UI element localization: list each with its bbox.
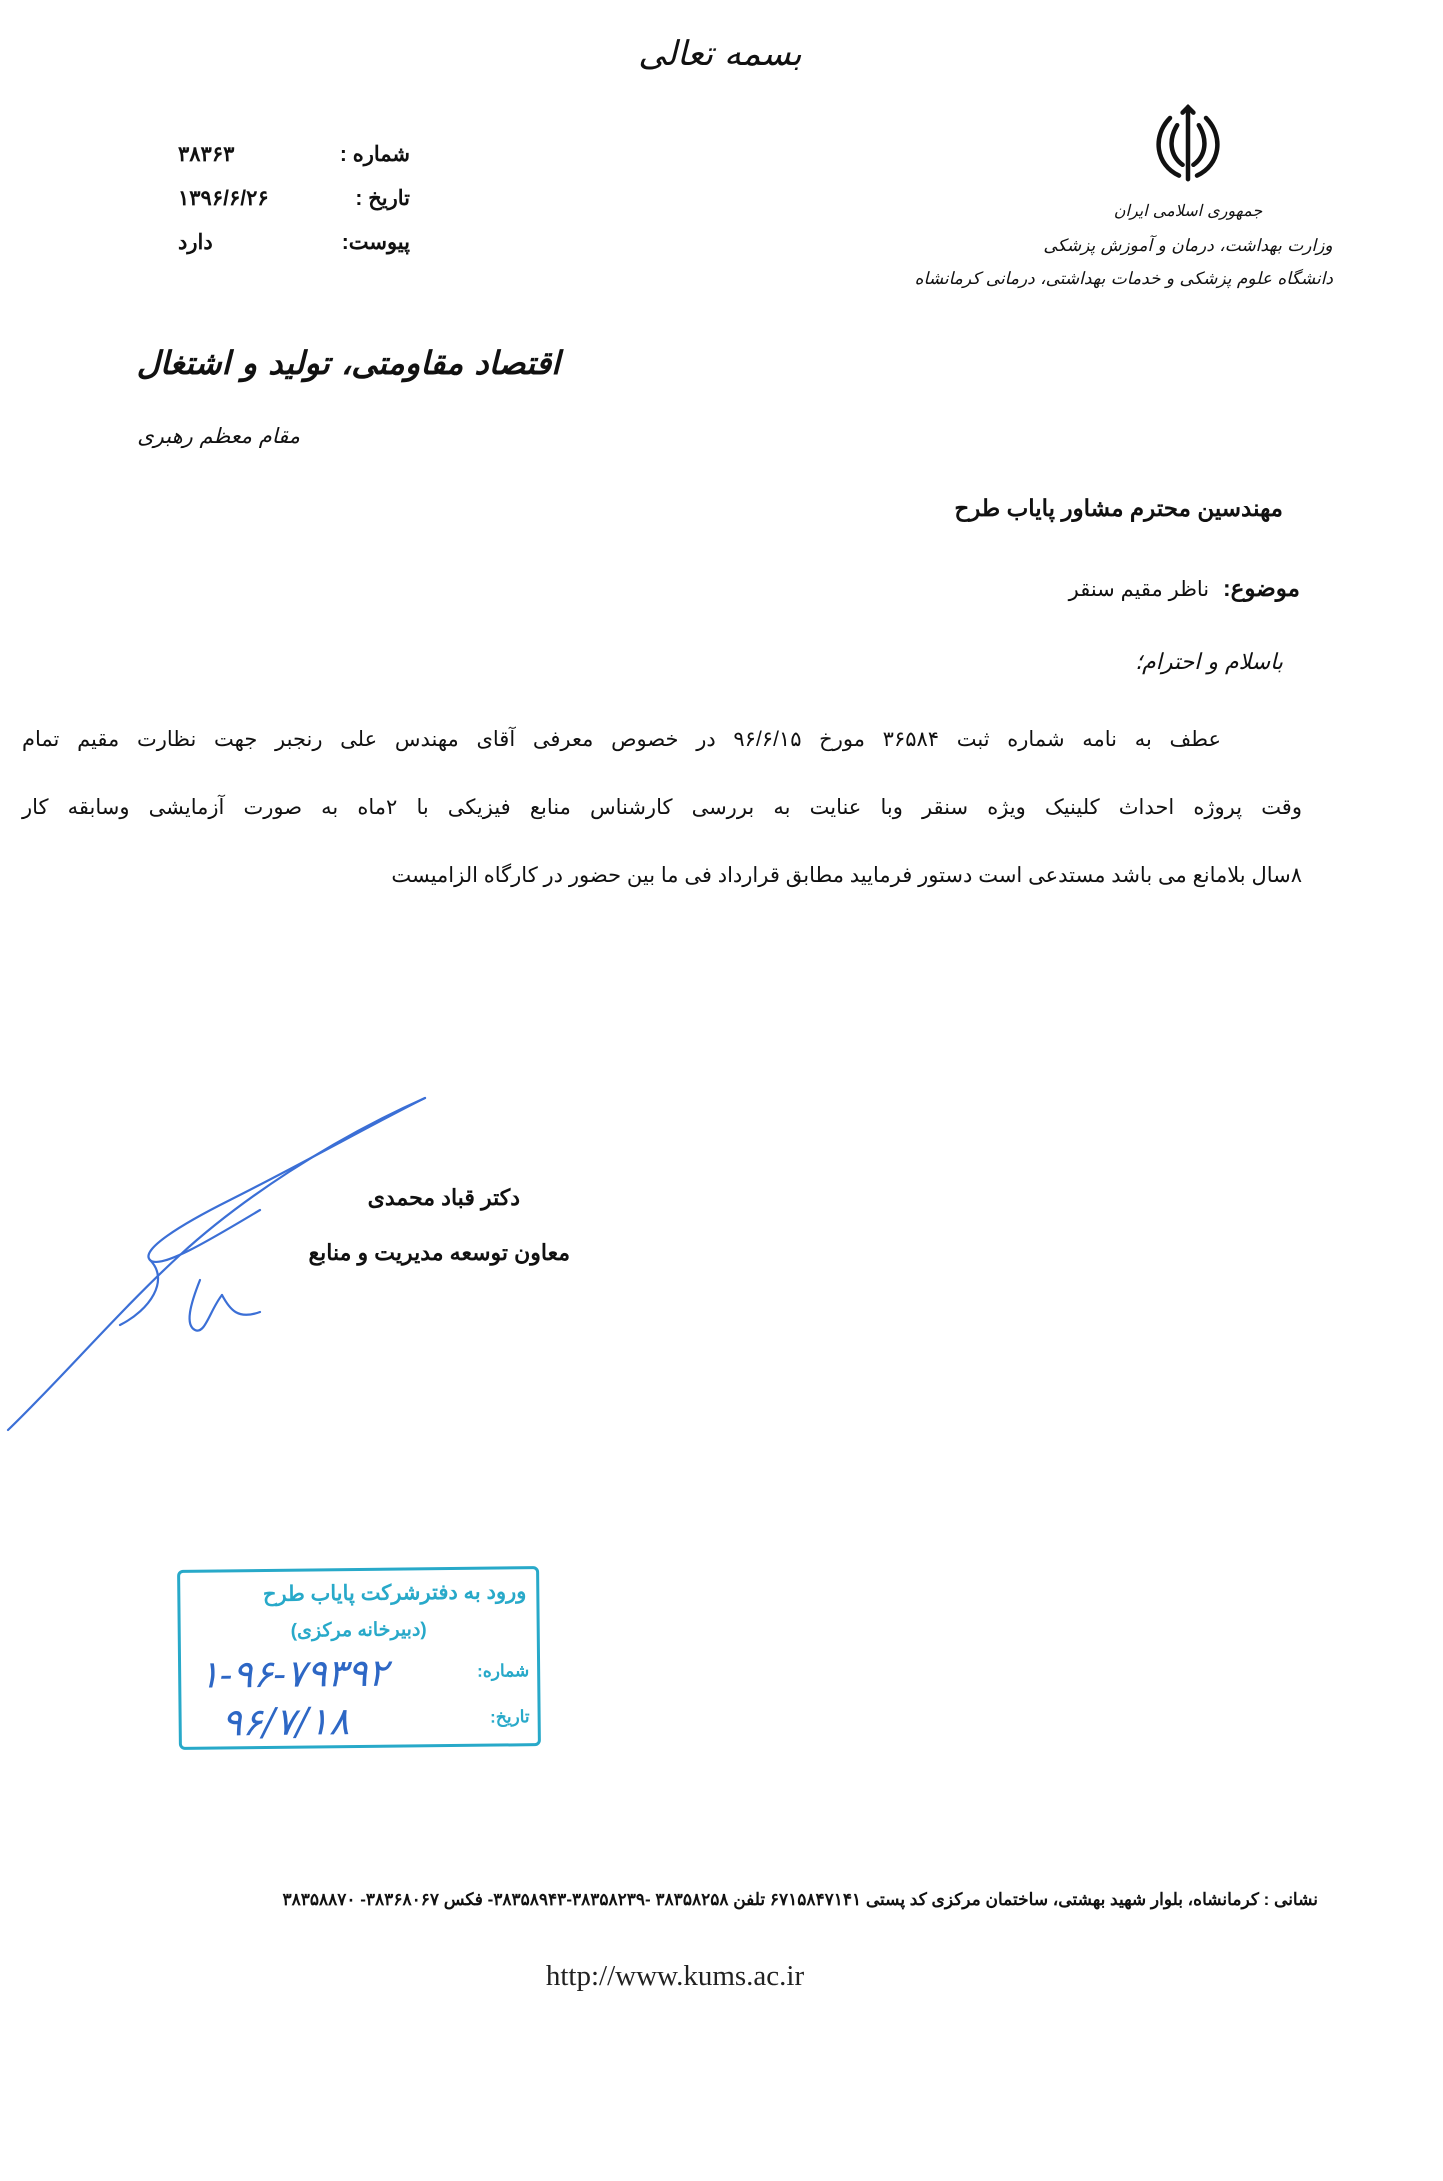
slogan-attribution: مقام معظم رهبری <box>137 424 300 448</box>
meta-date-row <box>170 176 410 220</box>
subject-line <box>700 575 1300 602</box>
signatory-name: دکتر قباد محمدی <box>367 1185 520 1210</box>
meta-attachment-value: دارد <box>178 230 213 254</box>
meta-attachment-label: پیوست: <box>341 230 410 254</box>
stamp-number-label: شماره: <box>477 1661 530 1681</box>
stamp-title: ورود به دفترشرکت پایاب طرح <box>262 1580 527 1607</box>
slogan: اقتصاد مقاومتی، تولید و اشتغال <box>136 344 560 382</box>
addressee: مهندسین محترم مشاور پایاب طرح <box>954 495 1283 521</box>
meta-date-label: تاریخ : <box>355 186 410 210</box>
handwritten-signature <box>0 1080 460 1460</box>
body-line: عطف به نامه شماره ثبت ۳۶۵۸۴ مورخ ۹۶/۶/۱۵ در خصوص معرفی آقای مهندس علی رنجبر جهت نظارت مقیم تمام <box>22 728 1221 751</box>
body-line: ۸سال بلامانع می باشد مستدعی است دستور فرمایید مطابق قرارداد فی ما بین حضور در کارگاه الزامیست <box>391 864 1302 887</box>
meta-number-value: ۳۸۳۶۳ <box>178 142 235 166</box>
subject-value: ناظر مقیم سنقر <box>1068 578 1210 601</box>
iran-emblem-icon <box>1143 100 1233 190</box>
meta-date-value: ۱۳۹۶/۶/۲۶ <box>178 186 269 210</box>
meta-attachment-row <box>170 220 410 264</box>
subject-label: موضوع: <box>1223 575 1300 601</box>
ministry-line-country: جمهوری اسلامی ایران <box>1113 201 1263 220</box>
ministry-header <box>914 100 1333 295</box>
stamp-subtitle: (دبیرخانه مرکزی) <box>290 1619 427 1642</box>
signatory-title: معاون توسعه مدیریت و منابع <box>308 1240 570 1265</box>
letter-meta <box>170 132 410 264</box>
footer-address: نشانی : کرمانشاه، بلوار شهید بهشتی، ساختمان مرکزی کد پستی ۶۷۱۵۸۴۷۱۴۱ تلفن ۳۸۳۵۸۲۵۸ -۳۸۳۵۸۲۳۹-۳۸۳۵۸۹۴۳- فکس ۳۸۳۶۸۰۶۷- ۳۸۳۵۸۸۷۰ <box>282 1890 1318 1909</box>
receipt-stamp <box>177 1566 541 1750</box>
footer-url[interactable]: http://www.kums.ac.ir <box>545 1960 805 1992</box>
stamp-date-label: تاریخ: <box>490 1707 530 1727</box>
stamp-number-value: ۱-۹۶-۷۹۳۹۲ <box>198 1650 389 1697</box>
greeting: باسلام و احترام؛ <box>1135 650 1283 675</box>
meta-number-row <box>170 132 410 176</box>
stamp-date-value: ۹۶/۷/۱۸ <box>221 1699 350 1745</box>
ministry-line-ministry: وزارت بهداشت، درمان و آموزش پزشکی <box>1043 236 1333 257</box>
meta-number-label: شماره : <box>339 142 410 166</box>
ministry-line-university: دانشگاه علوم پزشکی و خدمات بهداشتی، درمانی کرمانشاه <box>914 268 1333 289</box>
body-line: وقت پروژه احداث کلینیک ویژه سنقر وبا عنایت به بررسی کارشناس منابع فیزیکی با ۲ماه به صورت آزمایشی وسابقه کار <box>22 796 1302 819</box>
letter-body <box>22 716 1302 920</box>
invocation: بسمه تعالی <box>638 34 802 74</box>
